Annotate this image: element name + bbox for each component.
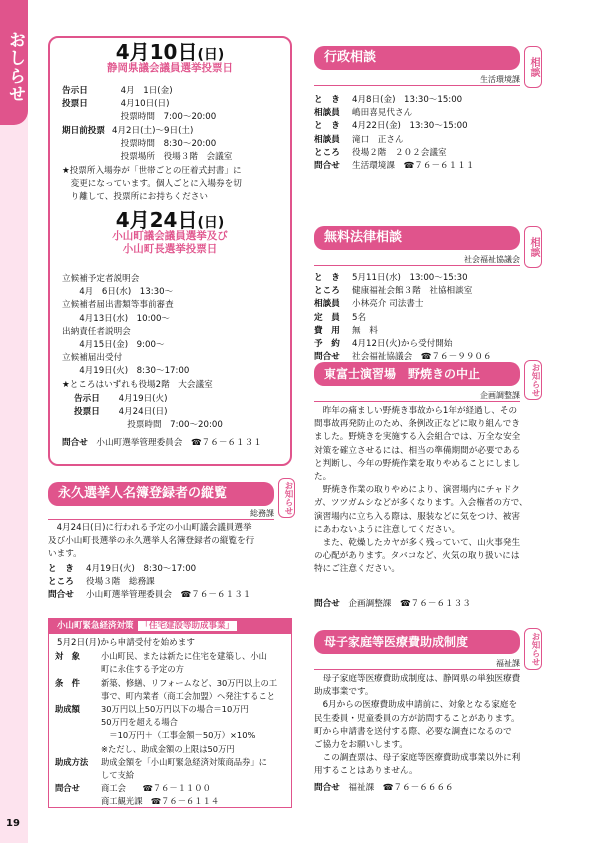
detail-row: ところ 役場３階 総務課 <box>48 577 155 588</box>
muryo-title: 無料法律相談 <box>314 226 520 250</box>
detail-row: 問合せ 生活環境課 ☎７６－６１１１ <box>314 160 475 171</box>
detail-row: 投票日 4月10日(日) <box>62 99 170 110</box>
detail-row: 商工観光課 ☎７６－６１１４ <box>101 796 220 807</box>
detail-row: ところ 健康福祉会館３階 社協相談室 <box>314 286 473 297</box>
text-line: た。 <box>314 471 332 482</box>
text-line: ご協力をお願いします。 <box>314 739 408 750</box>
text-line: ました。野焼きを実施する入会組合では、万全な安全 <box>314 432 521 443</box>
detail-row: 問合せ 社会福祉協議会 ☎７６－９９０６ <box>314 352 492 363</box>
text-line: にあわないように注意してください。 <box>314 524 461 535</box>
detail-row: 50万円を超える場合 <box>101 717 178 728</box>
detail-row: と き 5月11日(水) 13:00～15:30 <box>314 273 468 283</box>
detail-row: ＝10万円＋（工事金額－50万）×10% <box>101 730 256 741</box>
housing-subsidy-details <box>49 650 291 808</box>
muryo-details <box>314 272 554 364</box>
election-schedule-1 <box>62 85 287 164</box>
text-line: 立候補予定者説明会 <box>62 274 140 284</box>
text-line: 民生委員・児童委員の方が訪問することがあります。 <box>314 713 520 724</box>
gyosei-title: 行政相談 <box>314 46 520 70</box>
eikyu-tag: お知らせ <box>278 478 295 518</box>
detail-row: 対 象 小山町民、または新たに住宅を建築し、小山 <box>55 651 267 662</box>
text-line: 対策を確立させるには、相当の準備期間が必要である <box>314 445 521 456</box>
detail-row: 予 約 4月12日(火)から受付開始 <box>314 338 453 349</box>
election-title-1: 静岡県議会議員選挙投票日 <box>107 62 233 74</box>
eikyu-dept: 総務課 <box>48 507 274 520</box>
muryo-tag: 相談 <box>524 226 542 268</box>
text-line: 立候補者届出書類等事前審査 <box>62 300 174 311</box>
election-box <box>48 36 292 466</box>
text-line: り離して、投票所にお持ちください <box>62 192 208 203</box>
gyosei-tag: 相談 <box>524 46 542 88</box>
noyaki-tag: お知らせ <box>524 360 542 400</box>
election-date-2: 4月24日(日) <box>115 208 225 232</box>
detail-row: 期日前投票 4月2日(土)～9日(土) <box>62 125 194 136</box>
detail-row: 相談員 嶋田喜見代さん <box>314 108 413 119</box>
text-line: 昨年の痛ましい野焼き事故から1年が経過し、その <box>314 406 518 416</box>
boshi-tag: お知らせ <box>524 628 542 670</box>
text-line: 間事故再発防止のため、条例改正などに取り組んでき <box>314 419 520 430</box>
text-line: 特にご注意ください。 <box>314 564 400 575</box>
detail-row: と き 4月8日(金) 13:30～15:00 <box>314 95 463 105</box>
election-title-2b: 小山町長選挙投票日 <box>122 243 218 255</box>
text-line: 4月13日(水) 10:00～ <box>62 313 171 324</box>
detail-row: 投票時間 7:00～20:00 <box>112 112 217 123</box>
detail-row: 助成額 30万円以上50万円以下の場合＝10万円 <box>55 703 249 714</box>
gyosei-dept: 生活環境課 <box>314 73 520 86</box>
text-line: ★ところはいずれも役場2階 大会議室 <box>62 379 213 390</box>
detail-row: 告示日 4月 1日(金) <box>62 86 173 96</box>
noyaki-contact: 問合せ 企画調整課 ☎７６－６１３３ <box>314 599 471 609</box>
text-line: 6月からの医療費助成申請前に、対象となる家庭を <box>314 700 518 711</box>
detail-row: ※ただし、助成金額の上限は50万円 <box>101 743 235 754</box>
boshi-dept: 福祉課 <box>314 657 520 670</box>
detail-row: と き 4月22日(金) 13:30～15:00 <box>314 121 468 132</box>
eikyu-title: 永久選挙人名簿登録者の縦覧 <box>48 482 274 506</box>
text-line: 町から申請書を送付する際、必要な調査になるので <box>314 726 512 737</box>
text-line: 用することはありません。 <box>314 766 418 777</box>
noyaki-body <box>314 405 564 576</box>
election-contact: 問合せ 小山町選挙管理委員会 ☎７６－６１３１ <box>62 438 262 448</box>
election-title-2a: 小山町議会議員選挙及び <box>112 230 228 242</box>
detail-row: 定 員 5名 <box>314 312 367 323</box>
detail-row: 条 件 新築、修繕、リフォームなど、30万円以上の工 <box>55 677 278 688</box>
text-line: 変更になっています。個人ごとに入場券を切 <box>62 179 242 190</box>
detail-row: と き 4月19日(火) 8:30～17:00 <box>48 564 197 574</box>
gyosei-details <box>314 94 554 173</box>
detail-row: 相談員 小林亮介 司法書士 <box>314 299 424 310</box>
detail-row: 投票時間 8:30～20:00 <box>112 138 217 149</box>
text-line: ★投票所入場券が「世帯ごとの圧着式封書」に <box>62 166 242 176</box>
sidebar-title: おしらせ <box>0 0 28 125</box>
detail-row: 事で、町内業者（商工会加盟）へ発注すること <box>101 690 276 701</box>
text-line: ガ、ツツガムシなどが多くなります。入会権者の方で、 <box>314 498 528 509</box>
detail-row: 告示日 4月19日(火) <box>74 394 168 404</box>
text-line: 立候補届出受付 <box>62 353 123 364</box>
text-line: 及び小山町長選挙の永久選挙人名簿登録者の縦覧を行 <box>48 536 255 547</box>
boshi-body <box>314 673 564 779</box>
detail-row: 投票日 4月24日(日) <box>74 407 168 418</box>
noyaki-dept: 企画調整課 <box>314 389 520 402</box>
text-line: 母子家庭等医療費助成制度は、静岡県の単独医療費 <box>314 674 521 684</box>
detail-row: 助成方法 助成金額を「小山町緊急経済対策商品券」に <box>55 756 267 767</box>
muryo-dept: 社会福祉協議会 <box>314 253 520 266</box>
detail-row: 投票時間 7:00～20:00 <box>110 420 223 431</box>
noyaki-title: 東富士演習場 野焼きの中止 <box>314 362 520 386</box>
text-line: 野焼き作業の取りやめにより、演習場内にチャドク <box>314 485 520 496</box>
text-line: 出納責任者説明会 <box>62 326 131 337</box>
page-number: 19 <box>6 818 20 829</box>
eikyu-body <box>48 522 296 562</box>
text-line: います。 <box>48 549 82 560</box>
text-line: 4月19日(火) 8:30～17:00 <box>62 366 190 377</box>
detail-row: 相談員 滝口 正さん <box>314 134 404 145</box>
detail-row: して支給 <box>101 769 135 780</box>
boshi-title: 母子家庭等医療費助成制度 <box>314 630 520 654</box>
detail-row: 問合せ 商工会 ☎７６－１１００ <box>55 783 211 794</box>
text-line: の心配があります。タバコなど、火気の取り扱いには <box>314 551 520 562</box>
text-line: 4月15日(金) 9:00～ <box>62 339 165 350</box>
eikyu-details <box>48 563 296 603</box>
election-note <box>62 165 287 205</box>
boshi-contact: 問合せ 福祉課 ☎７６－６６６６ <box>314 783 454 793</box>
detail-row: 費 用 無 料 <box>314 325 378 336</box>
housing-subsidy-intro: 5月2日(月)から申請受付を始めます <box>57 638 195 648</box>
text-line: 演習場内に立ち入る際は、服装などに気をつけ、被害 <box>314 511 520 522</box>
detail-row: 投票場所 役場３階 会議室 <box>112 151 233 162</box>
text-line: この調査票は、母子家庭等医療費助成事業以外に利 <box>314 753 521 764</box>
election-date-1: 4月10日(日) <box>115 40 225 64</box>
text-line: また、乾燥したカヤが多く残っていて、山火事発生 <box>314 537 521 548</box>
election-schedule-3 <box>74 393 289 433</box>
text-line: 助成事業です。 <box>314 687 374 698</box>
text-line: 4月24日(日)に行われる予定の小山町議会議員選挙 <box>48 523 252 533</box>
housing-subsidy-box <box>48 618 292 808</box>
text-line: 4月 6日(水) 13:30～ <box>62 287 174 298</box>
housing-subsidy-head: 小山町緊急経済対策 「住宅建設等助成事業」 <box>49 619 291 634</box>
sidebar <box>0 0 28 843</box>
detail-row: 問合せ 小山町選挙管理委員会 ☎７６－６１３１ <box>48 590 252 601</box>
detail-row: 町に永住する予定の方 <box>101 664 184 675</box>
text-line: と判断し、今年の野焼作業を取りやめることにしまし <box>314 458 521 469</box>
election-schedule-2 <box>62 273 287 392</box>
detail-row: ところ 役場２階 ２０２会議室 <box>314 147 447 158</box>
